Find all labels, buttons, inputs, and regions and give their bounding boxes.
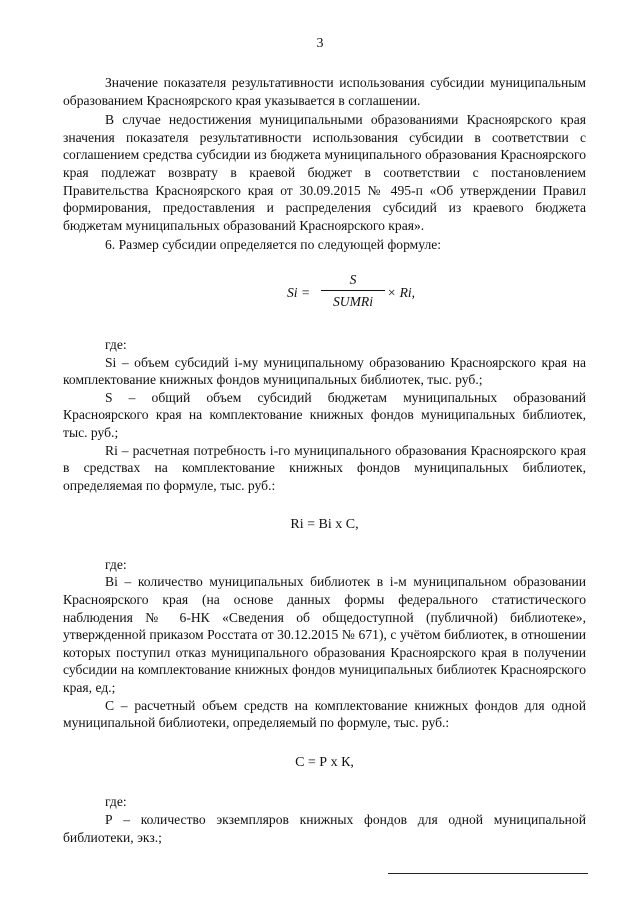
- fraction-bar: [321, 290, 385, 291]
- formula-si: [63, 272, 586, 316]
- where-label: где:: [105, 336, 127, 352]
- paragraph-indicator-value: Значение показателя результативности использования субсидии муниципальным образованием Красноярского края указывается в соглашении.: [63, 75, 586, 108]
- formula-si-rhs: × Ri,: [387, 284, 416, 300]
- definition-c: С – расчетный объем средств на комплектование книжных фондов для одной муниципальной библиотеки, определяемый по формуле, тыс. руб.:: [63, 697, 586, 731]
- where-label: где:: [105, 794, 127, 810]
- formula-ri: Ri = Bi х С,: [290, 517, 359, 533]
- definition-ri: Ri – расчетная потребность i-го муниципального образования Красноярского края в средствах на комплектование книжных фондов муниципальных библиотек, определяемая по формуле, тыс. руб.:: [63, 442, 586, 493]
- where-label: где:: [105, 556, 127, 572]
- formula-si-fraction: [321, 272, 385, 310]
- definition-si: Si – объем субсидий i-му муниципальному образованию Красноярского края на комплектование книжных фондов муниципальных библиотек, тыс. руб.;: [63, 354, 586, 388]
- formula-c: С = Р х К,: [295, 754, 354, 770]
- paragraph-subsidy-size: 6. Размер субсидии определяется по следующей формуле:: [105, 237, 442, 253]
- formula-si-lhs: Si =: [287, 284, 311, 300]
- footer-rule: [388, 873, 588, 874]
- formula-si-numerator: S: [349, 271, 357, 287]
- page-number: 3: [316, 36, 324, 51]
- definition-p: Р – количество экземпляров книжных фондов для одной муниципальной библиотеки, экз.;: [63, 812, 586, 845]
- formula-si-denominator: SUMRi: [332, 293, 374, 309]
- definition-bi: Bi – количество муниципальных библиотек в i-м муниципальном образовании Красноярского края (на основе данных формы федерального статистического наблюдения № 6-НК «Сведения об общедоступной (публичной) библиотеке», утвержденной приказом Росстата от 30.12.2015 № 671), с учётом библиотек, в отношении которых поступил отказ муниципального образования Красноярского края в получении субсидии на комплектование книжных фондов муниципальных библиотек Красноярского края, ед.;: [63, 574, 586, 696]
- document-body: [63, 74, 586, 846]
- paragraph-subsidy-return: В случае недостижения муниципальными образованиями Красноярского края значения показателя результативности использования субсидии в соответствии с соглашением средства субсидии из бюджета муниципального образования Красноярского края подлежат возврату в краевой бюджет в соответствии с постановлением Правительства Красноярского края от 30.09.2015 № 495-п «Об утверждении Правил формирования, предоставления и распределения субсидий из краевого бюджета бюджетам муниципальных образований Красноярского края».: [63, 112, 586, 233]
- definition-s: S – общий объем субсидий бюджетам муниципальных образований Красноярского края на комплектование книжных фондов муниципальных библиотек, тыс. руб.;: [63, 389, 586, 440]
